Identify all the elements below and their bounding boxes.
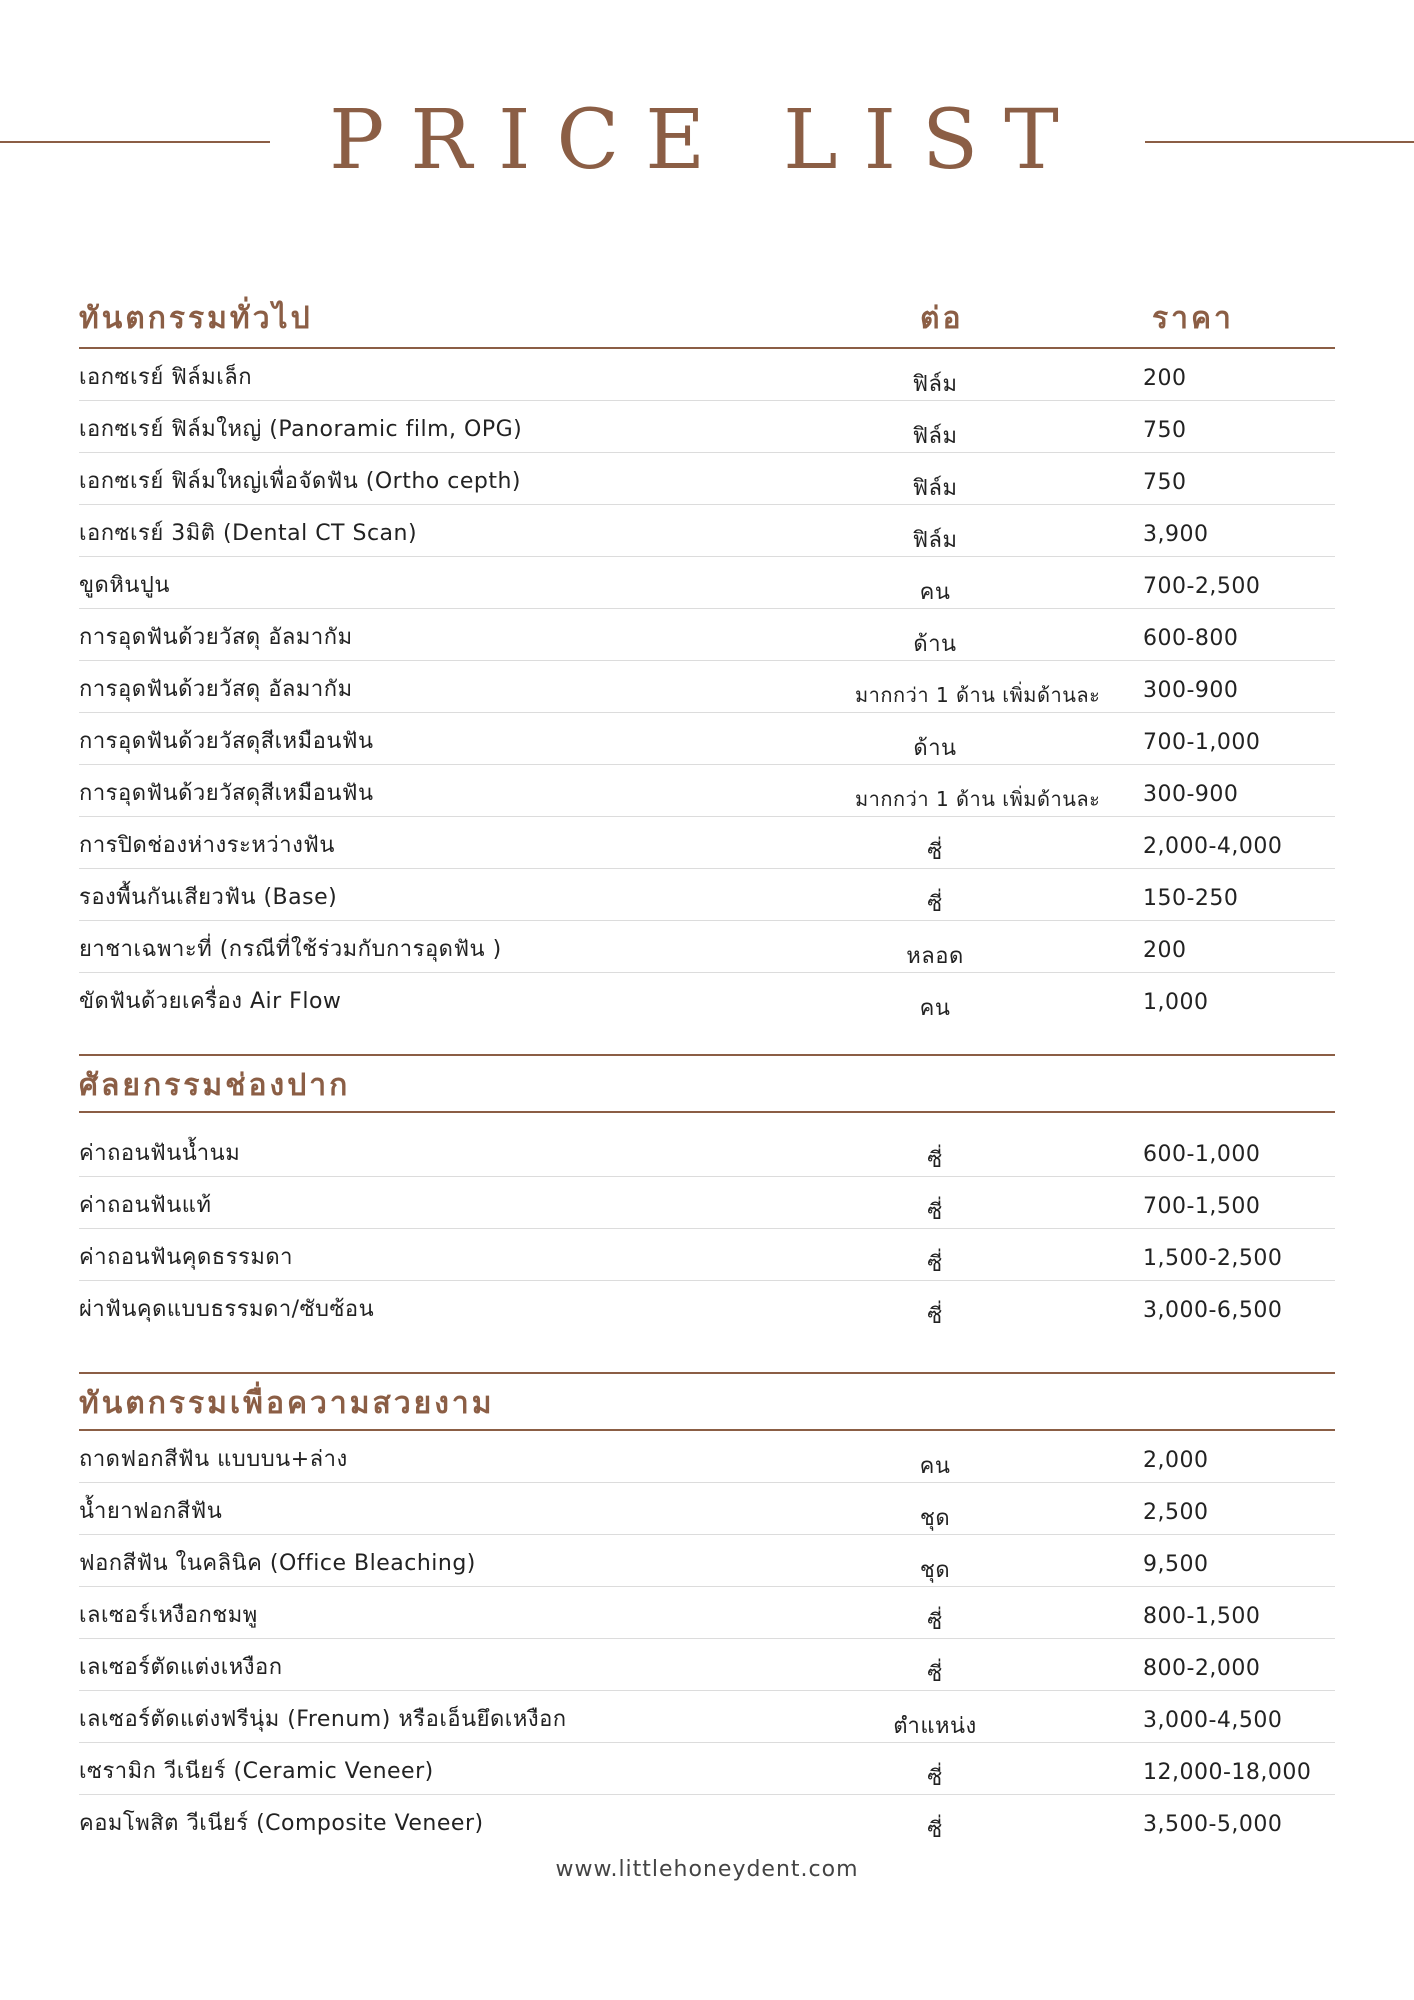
section-cosmetic-dentistry [79, 1372, 1335, 1846]
section-header [79, 1374, 1335, 1429]
item-price: 700-1,000 [1143, 730, 1261, 755]
item-name: เอกซเรย์ ฟิล์มใหญ่ (Panoramic film, OPG) [79, 417, 523, 442]
price-row [79, 1125, 1335, 1177]
price-row [79, 765, 1335, 817]
item-unit: ฟิล์ม [912, 424, 958, 449]
item-name: ค่าถอนฟันคุดธรรมดา [79, 1245, 293, 1270]
item-unit: ชุด [919, 1506, 951, 1531]
price-row [79, 921, 1335, 973]
section-header [79, 1056, 1335, 1111]
item-name: ค่าถอนฟันน้ำนม [79, 1141, 241, 1166]
item-price: 3,000-4,500 [1143, 1708, 1283, 1733]
item-name: เอกซเรย์ 3มิติ (Dental CT Scan) [79, 521, 418, 546]
price-row [79, 453, 1335, 505]
item-unit: คน [919, 1454, 951, 1479]
price-row [79, 1483, 1335, 1535]
item-name: คอมโพสิต วีเนียร์ (Composite Veneer) [79, 1811, 484, 1836]
item-unit: ซี่ [927, 1252, 943, 1277]
page-title: PRICE LIST [329, 93, 1085, 188]
price-row [79, 1743, 1335, 1795]
item-price: 3,900 [1143, 522, 1209, 547]
section-heading: ศัลยกรรมช่องปาก [79, 1068, 351, 1103]
footer-website: www.littlehoneydent.com [555, 1857, 859, 1882]
item-price: 200 [1143, 366, 1187, 391]
item-name: เลเซอร์ตัดแต่งเหงือก [79, 1655, 283, 1680]
item-unit: ซี่ [927, 1304, 943, 1329]
item-price: 150-250 [1143, 886, 1239, 911]
price-row [79, 869, 1335, 921]
item-unit: ซี่ [927, 840, 943, 865]
item-unit: ซี่ [927, 1662, 943, 1687]
price-row [79, 1691, 1335, 1743]
section-heading: ทันตกรรมทั่วไป [79, 301, 313, 336]
item-unit: มากกว่า 1 ด้าน เพิ่มด้านละ [855, 683, 1101, 707]
item-price: 600-1,000 [1143, 1142, 1261, 1167]
item-name: ขัดฟันด้วยเครื่อง Air Flow [79, 989, 342, 1014]
item-name: ถาดฟอกสีฟัน แบบบน+ล่าง [79, 1447, 348, 1472]
item-unit: ซี่ [927, 1200, 943, 1225]
price-row [79, 973, 1335, 1024]
item-unit: ฟิล์ม [912, 372, 958, 397]
item-price: 12,000-18,000 [1143, 1760, 1312, 1785]
item-name: เลเซอร์ตัดแต่งฟรีนุ่ม (Frenum) หรือเอ็นยึดเหงือก [79, 1707, 567, 1732]
item-name: ยาชาเฉพาะที่ (กรณีที่ใช้ร่วมกับการอุดฟัน ) [79, 937, 502, 962]
price-row [79, 557, 1335, 609]
item-name: เอกซเรย์ ฟิล์มใหญ่เพื่อจัดฟัน (Ortho cepth) [79, 469, 521, 494]
item-price: 3,000-6,500 [1143, 1298, 1283, 1323]
title-rule-right [1145, 141, 1414, 143]
section-header [79, 285, 1335, 347]
item-name: เซรามิก วีเนียร์ (Ceramic Veneer) [79, 1759, 434, 1784]
item-price: 750 [1143, 470, 1187, 495]
item-name: การอุดฟันด้วยวัสดุสีเหมือนฟัน [79, 729, 374, 754]
item-unit: ฟิล์ม [912, 476, 958, 501]
item-name: การอุดฟันด้วยวัสดุ อัลมากัม [79, 677, 353, 702]
item-price: 3,500-5,000 [1143, 1812, 1283, 1837]
price-row [79, 1795, 1335, 1846]
item-price: 800-1,500 [1143, 1604, 1261, 1629]
item-name: ฟอกสีฟัน ในคลินิค (Office Bleaching) [79, 1551, 476, 1576]
item-name: การอุดฟันด้วยวัสดุสีเหมือนฟัน [79, 781, 374, 806]
price-row [79, 1431, 1335, 1483]
item-price: 300-900 [1143, 782, 1239, 807]
item-price: 2,500 [1143, 1500, 1209, 1525]
item-price: 2,000 [1143, 1448, 1209, 1473]
column-header-price: ราคา [1152, 301, 1234, 336]
item-price: 600-800 [1143, 626, 1239, 651]
item-name: ขูดหินปูน [79, 573, 170, 598]
section-general-dentistry [79, 285, 1335, 1024]
price-row [79, 661, 1335, 713]
price-row [79, 401, 1335, 453]
item-unit: คน [919, 580, 951, 605]
item-name: เลเซอร์เหงือกชมพู [79, 1603, 258, 1628]
item-price: 750 [1143, 418, 1187, 443]
price-row [79, 349, 1335, 401]
item-unit: ด้าน [913, 736, 957, 761]
item-price: 2,000-4,000 [1143, 834, 1283, 859]
item-unit: ตำแหน่ง [893, 1714, 977, 1739]
section-heading: ทันตกรรมเพื่อความสวยงาม [79, 1386, 495, 1421]
item-unit: ซี่ [927, 892, 943, 917]
price-row [79, 713, 1335, 765]
item-unit: ด้าน [913, 632, 957, 657]
price-row [79, 1229, 1335, 1281]
item-unit: ฟิล์ม [912, 528, 958, 553]
item-unit: ซี่ [927, 1610, 943, 1635]
price-row [79, 817, 1335, 869]
price-row [79, 609, 1335, 661]
price-row [79, 1281, 1335, 1332]
price-row [79, 1535, 1335, 1587]
item-unit: ซี่ [927, 1766, 943, 1791]
price-row [79, 1587, 1335, 1639]
section-oral-surgery [79, 1054, 1335, 1332]
item-unit: หลอด [906, 944, 964, 969]
item-price: 200 [1143, 938, 1187, 963]
item-name: ค่าถอนฟันแท้ [79, 1193, 212, 1218]
item-price: 1,000 [1143, 990, 1209, 1015]
price-row [79, 1177, 1335, 1229]
item-unit: ชุด [919, 1558, 951, 1583]
item-price: 1,500-2,500 [1143, 1246, 1283, 1271]
item-name: น้ำยาฟอกสีฟัน [79, 1499, 223, 1524]
price-row [79, 505, 1335, 557]
item-unit: มากกว่า 1 ด้าน เพิ่มด้านละ [855, 787, 1101, 811]
item-unit: คน [919, 996, 951, 1021]
item-name: รองพื้นกันเสียวฟัน (Base) [79, 885, 338, 910]
column-header-unit: ต่อ [920, 301, 964, 336]
item-name: เอกซเรย์ ฟิล์มเล็ก [79, 365, 253, 390]
item-price: 700-1,500 [1143, 1194, 1261, 1219]
item-name: การอุดฟันด้วยวัสดุ อัลมากัม [79, 625, 353, 650]
item-name: การปิดช่องห่างระหว่างฟัน [79, 833, 335, 858]
item-price: 300-900 [1143, 678, 1239, 703]
item-price: 700-2,500 [1143, 574, 1261, 599]
item-unit: ซี่ [927, 1818, 943, 1843]
item-name: ผ่าฟันคุดแบบธรรมดา/ซับซ้อน [79, 1297, 375, 1322]
item-price: 9,500 [1143, 1552, 1209, 1577]
item-price: 800-2,000 [1143, 1656, 1261, 1681]
item-unit: ซี่ [927, 1148, 943, 1173]
price-row [79, 1639, 1335, 1691]
